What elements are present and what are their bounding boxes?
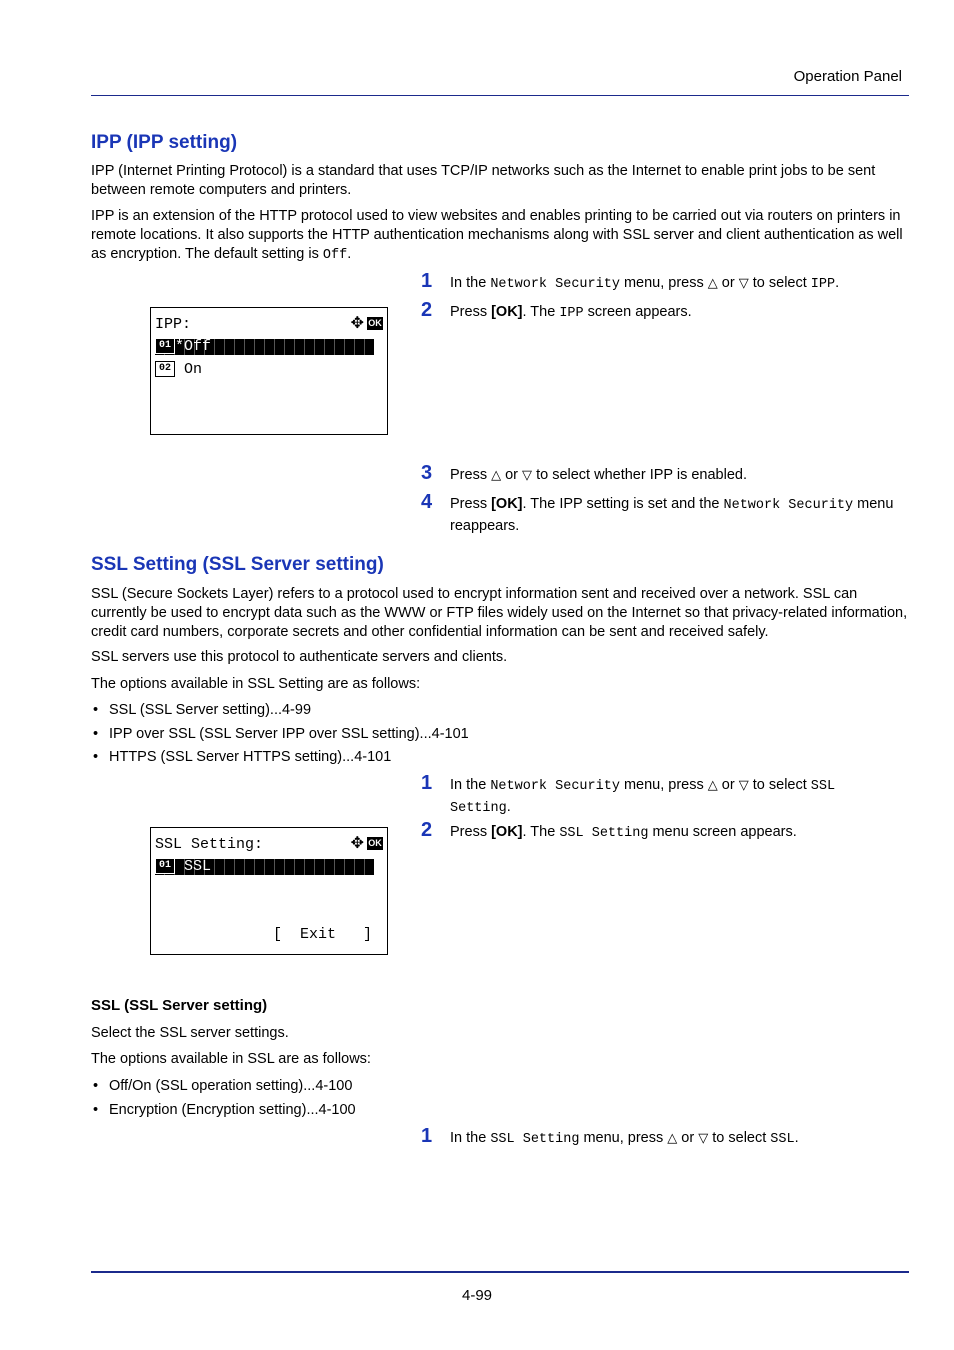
- ipp-extension-paragraph: IPP is an extension of the HTTP protocol used to view websites and enables printing to be carried out via routers on printers in remote locations. It also supports the HTTP authentication mechanisms along with SSL server and client authentication as well as encryption. The default setting is Off.: [91, 208, 903, 263]
- step-number: 3: [421, 462, 433, 484]
- option-on[interactable]: 02 On: [155, 361, 202, 379]
- down-key-icon: ▽: [738, 276, 749, 291]
- list-item: • Off/On (SSL operation setting)...4-100: [91, 1077, 356, 1101]
- ssl-intro-paragraph: SSL (Secure Sockets Layer) refers to a protocol used to encrypt information sent and received over a network. SSL can currently be used to encrypt data such as the WWW or FTP files widely used on the Internet so that privacy-related information, credit card numbers, corporate secrets and other confidential information can be sent and received safely.: [91, 586, 908, 640]
- ssl-setting-panel-screen: [150, 827, 388, 955]
- navigation-cross-icon: ✥: [350, 313, 364, 332]
- ssl-setting-options-list: [91, 701, 469, 772]
- ssl-select-paragraph: Select the SSL server settings.: [91, 1025, 289, 1041]
- step-number: 1: [421, 1125, 433, 1147]
- ipp-panel-screen: [150, 307, 388, 435]
- step-number: 4: [421, 491, 433, 513]
- up-key-icon: △: [707, 276, 718, 291]
- ssl-setting-step-1: In the Network Security menu, press △ or ▽ to select SSL Setting.: [450, 777, 836, 816]
- up-key-icon: △: [667, 1131, 678, 1146]
- up-key-icon: △: [491, 468, 502, 483]
- list-item: • SSL (SSL Server setting)...4-99: [91, 701, 469, 725]
- up-key-icon: △: [707, 778, 718, 793]
- ssl-setting-step-2: Press [OK]. The SSL Setting menu screen appears.: [450, 824, 797, 841]
- ok-key-icon: OK: [368, 318, 382, 328]
- option-number-icon: 01: [155, 858, 175, 874]
- down-key-icon: ▽: [698, 1131, 709, 1146]
- list-item: • IPP over SSL (SSL Server IPP over SSL setting)...4-101: [91, 725, 469, 749]
- running-header: Operation Panel: [793, 68, 902, 85]
- footer-rule: [91, 1271, 909, 1273]
- ssl-options-intro: The options available in SSL are as follows:: [91, 1051, 371, 1067]
- header-rule: [91, 95, 909, 96]
- screen-title: SSL Setting:: [155, 836, 264, 853]
- screen-title: IPP:: [155, 316, 192, 333]
- ipp-heading: IPP (IPP setting): [91, 132, 238, 153]
- ssl-servers-paragraph: SSL servers use this protocol to authenticate servers and clients.: [91, 649, 508, 665]
- list-item: • Encryption (Encryption setting)...4-100: [91, 1101, 356, 1125]
- ipp-step-4: Press [OK]. The IPP setting is set and the Network Security menu reappears.: [450, 496, 894, 534]
- ipp-intro-paragraph: IPP (Internet Printing Protocol) is a standard that uses TCP/IP networks such as the Internet to enable print jobs to be sent between remote computers and printers.: [91, 163, 876, 198]
- ipp-step-1: In the Network Security menu, press △ or ▽ to select IPP.: [450, 275, 840, 292]
- step-number: 1: [421, 772, 433, 794]
- ipp-step-2: Press [OK]. The IPP screen appears.: [450, 304, 692, 321]
- step-number: 1: [421, 270, 433, 292]
- ssl-options-list: [91, 1077, 356, 1124]
- down-key-icon: ▽: [522, 468, 533, 483]
- step-number: 2: [421, 819, 433, 841]
- ssl-options-intro: The options available in SSL Setting are as follows:: [91, 676, 421, 692]
- list-item: • HTTPS (SSL Server HTTPS setting)...4-101: [91, 748, 469, 772]
- default-value-code: Off: [322, 248, 348, 263]
- down-key-icon: ▽: [738, 778, 749, 793]
- ssl-subheading: SSL (SSL Server setting): [91, 997, 268, 1014]
- option-number-icon: 02: [155, 361, 175, 377]
- option-off[interactable]: 01 *Off: [155, 338, 211, 356]
- step-number: 2: [421, 299, 433, 321]
- exit-softkey[interactable]: [ Exit ]: [273, 926, 373, 943]
- ssl-step-1: In the SSL Setting menu, press △ or ▽ to select SSL.: [450, 1130, 799, 1147]
- ok-key-icon: OK: [368, 838, 382, 848]
- page-number: 4-99: [461, 1287, 493, 1304]
- ssl-setting-heading: SSL Setting (SSL Server setting): [91, 554, 384, 575]
- option-number-icon: 01: [155, 338, 175, 354]
- ipp-step-3: Press △ or ▽ to select whether IPP is enabled.: [450, 467, 747, 483]
- option-ssl[interactable]: 01 SSL: [155, 858, 211, 876]
- navigation-cross-icon: ✥: [350, 833, 364, 852]
